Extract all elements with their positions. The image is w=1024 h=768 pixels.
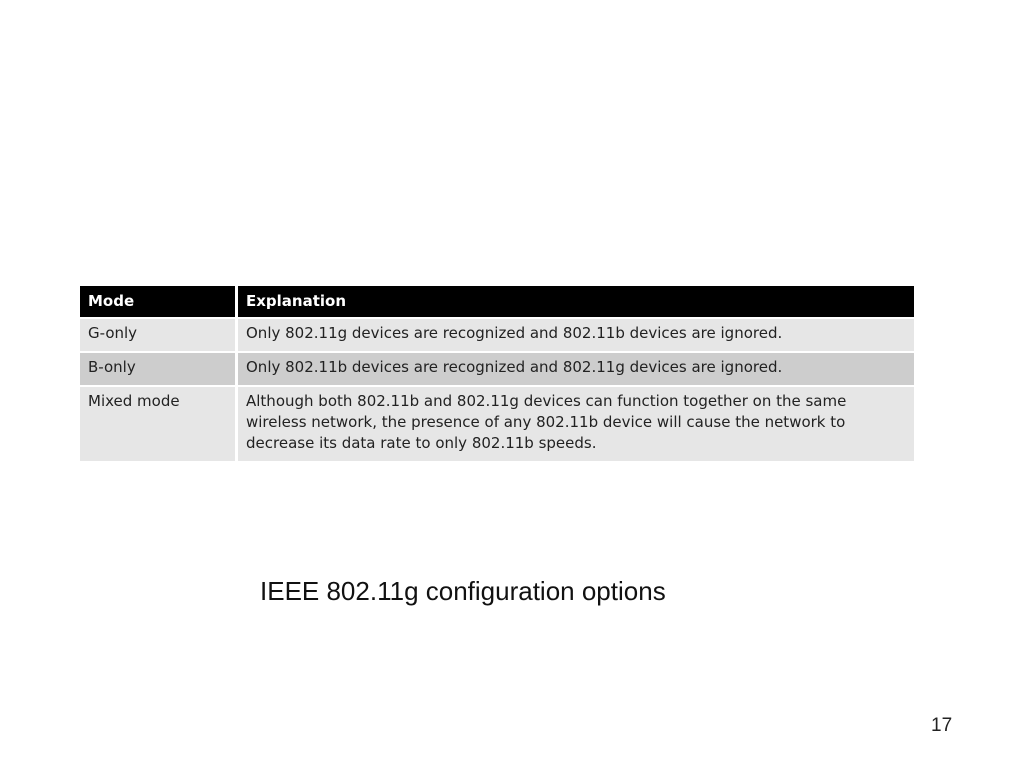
mode-cell: B-only	[80, 353, 235, 385]
table-row	[80, 353, 914, 385]
page-number: 17	[931, 715, 953, 736]
header-explanation: Explanation	[238, 286, 914, 317]
table-header-row	[80, 286, 914, 317]
configuration-options-table	[80, 286, 914, 461]
header-mode: Mode	[80, 286, 235, 317]
table-row	[80, 319, 914, 351]
explanation-cell: Only 802.11b devices are recognized and 802.11g devices are ignored.	[238, 353, 914, 385]
slide-caption: IEEE 802.11g configuration options	[260, 576, 666, 606]
table-row	[80, 387, 914, 461]
mode-cell: G-only	[80, 319, 235, 351]
explanation-cell: Only 802.11g devices are recognized and 802.11b devices are ignored.	[238, 319, 914, 351]
explanation-cell: Although both 802.11b and 802.11g devices can function together on the same wireless network, the presence of any 802.11b device will cause the network to decrease its data rate to only 802.11b speeds.	[238, 387, 914, 461]
mode-cell: Mixed mode	[80, 387, 235, 461]
